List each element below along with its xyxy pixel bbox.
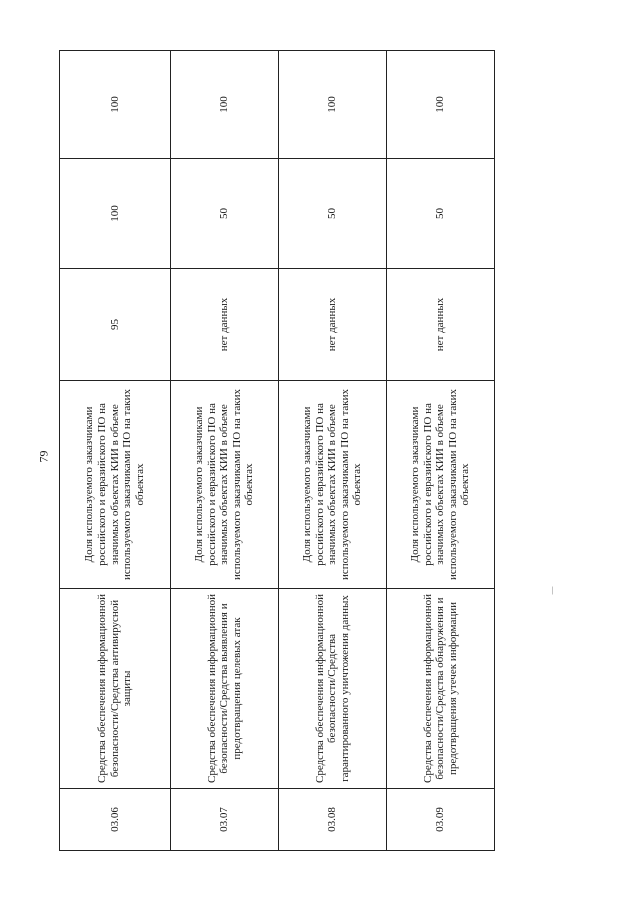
table-row [171, 51, 279, 851]
row-target-1: 50 [279, 159, 387, 269]
page-number: 79 [36, 450, 51, 463]
row-code: 03.09 [387, 789, 495, 851]
margin-mark: — [547, 586, 557, 595]
row-indicator: Доля используемого заказчиками российского и евразийского ПО на значимых объектах КИИ в объеме используемого заказчиками ПО на таких объектах [387, 381, 495, 589]
row-target-1: 100 [60, 159, 171, 269]
row-base-value: нет данных [279, 269, 387, 381]
row-target-2: 100 [387, 51, 495, 159]
row-name: Средства обеспечения информационной безопасности/Средства выявления и предотвращения целевых атак [171, 589, 279, 789]
table-row [60, 51, 171, 851]
row-code: 03.08 [279, 789, 387, 851]
software-share-table [59, 50, 495, 851]
row-base-value: нет данных [387, 269, 495, 381]
row-base-value: нет данных [171, 269, 279, 381]
row-name: Средства обеспечения информационной безопасности/Средства антивирусной защиты [60, 589, 171, 789]
row-target-1: 50 [387, 159, 495, 269]
table-row [279, 51, 387, 851]
row-indicator: Доля используемого заказчиками российского и евразийского ПО на значимых объектах КИИ в объеме используемого заказчиками ПО на таких объектах [60, 381, 171, 589]
row-indicator: Доля используемого заказчиками российского и евразийского ПО на значимых объектах КИИ в объеме используемого заказчиками ПО на таких объектах [279, 381, 387, 589]
table-row [387, 51, 495, 851]
row-indicator: Доля используемого заказчиками российского и евразийского ПО на значимых объектах КИИ в объеме используемого заказчиками ПО на таких объектах [171, 381, 279, 589]
row-code: 03.07 [171, 789, 279, 851]
row-target-2: 100 [279, 51, 387, 159]
row-base-value: 95 [60, 269, 171, 381]
row-code: 03.06 [60, 789, 171, 851]
row-target-2: 100 [171, 51, 279, 159]
row-target-2: 100 [60, 51, 171, 159]
row-target-1: 50 [171, 159, 279, 269]
row-name: Средства обеспечения информационной безопасности/Средства гарантированного уничтожения данных [279, 589, 387, 789]
row-name: Средства обеспечения информационной безопасности/Средства обнаружения и предотвращения утечек информации [387, 589, 495, 789]
